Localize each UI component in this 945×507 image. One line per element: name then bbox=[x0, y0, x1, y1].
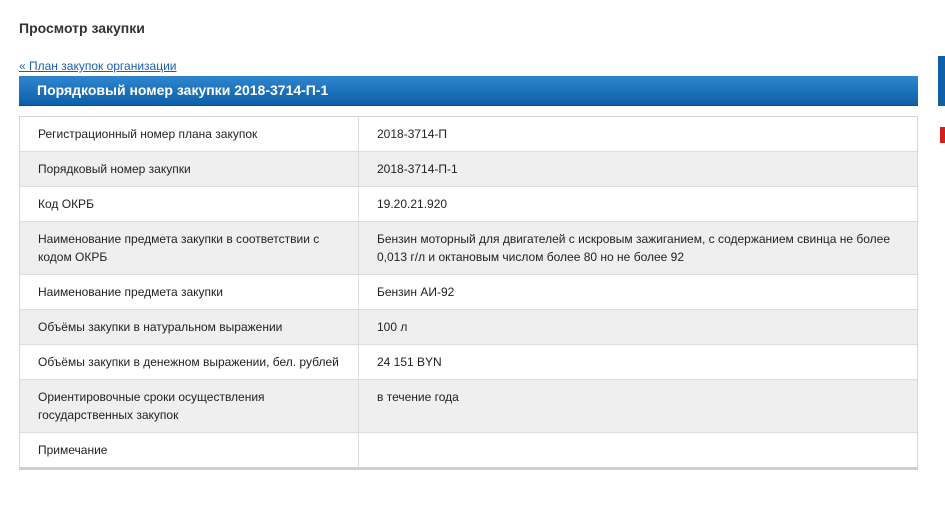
row-label: Наименование предмета закупки bbox=[20, 275, 359, 310]
row-value: 24 151 BYN bbox=[359, 345, 918, 380]
row-label: Объёмы закупки в натуральном выражении bbox=[20, 310, 359, 345]
row-value bbox=[359, 433, 918, 468]
row-label: Наименование предмета закупки в соответствии с кодом ОКРБ bbox=[20, 222, 359, 275]
details-table bbox=[20, 117, 917, 467]
row-value: 100 л bbox=[359, 310, 918, 345]
row-value: 19.20.21.920 bbox=[359, 187, 918, 222]
row-value: Бензин АИ-92 bbox=[359, 275, 918, 310]
row-label: Ориентировочные сроки осуществления государственных закупок bbox=[20, 380, 359, 433]
procurement-panel bbox=[19, 76, 918, 470]
row-label: Код ОКРБ bbox=[20, 187, 359, 222]
right-edge-logo-fragment bbox=[940, 127, 945, 143]
table-row bbox=[20, 345, 917, 380]
row-label: Порядковый номер закупки bbox=[20, 152, 359, 187]
back-to-plan-link[interactable]: « План закупок организации bbox=[19, 59, 177, 73]
table-row bbox=[20, 380, 917, 433]
table-row bbox=[20, 433, 917, 468]
row-value: 2018-3714-П-1 bbox=[359, 152, 918, 187]
row-value: в течение года bbox=[359, 380, 918, 433]
panel-header: Порядковый номер закупки 2018-3714-П-1 bbox=[19, 76, 918, 106]
table-row bbox=[20, 117, 917, 152]
row-value: 2018-3714-П bbox=[359, 117, 918, 152]
table-row bbox=[20, 310, 917, 345]
row-label: Объёмы закупки в денежном выражении, бел. рублей bbox=[20, 345, 359, 380]
right-edge-banner bbox=[938, 56, 945, 106]
row-value: Бензин моторный для двигателей с искровым зажиганием, с содержанием свинца не более 0,013 г/л и октановым числом более 80 но не более 92 bbox=[359, 222, 918, 275]
row-label: Примечание bbox=[20, 433, 359, 468]
table-row bbox=[20, 152, 917, 187]
details-table-wrap bbox=[19, 116, 918, 470]
table-row bbox=[20, 222, 917, 275]
page-title: Просмотр закупки bbox=[19, 20, 145, 36]
table-row bbox=[20, 187, 917, 222]
table-row bbox=[20, 275, 917, 310]
row-label: Регистрационный номер плана закупок bbox=[20, 117, 359, 152]
